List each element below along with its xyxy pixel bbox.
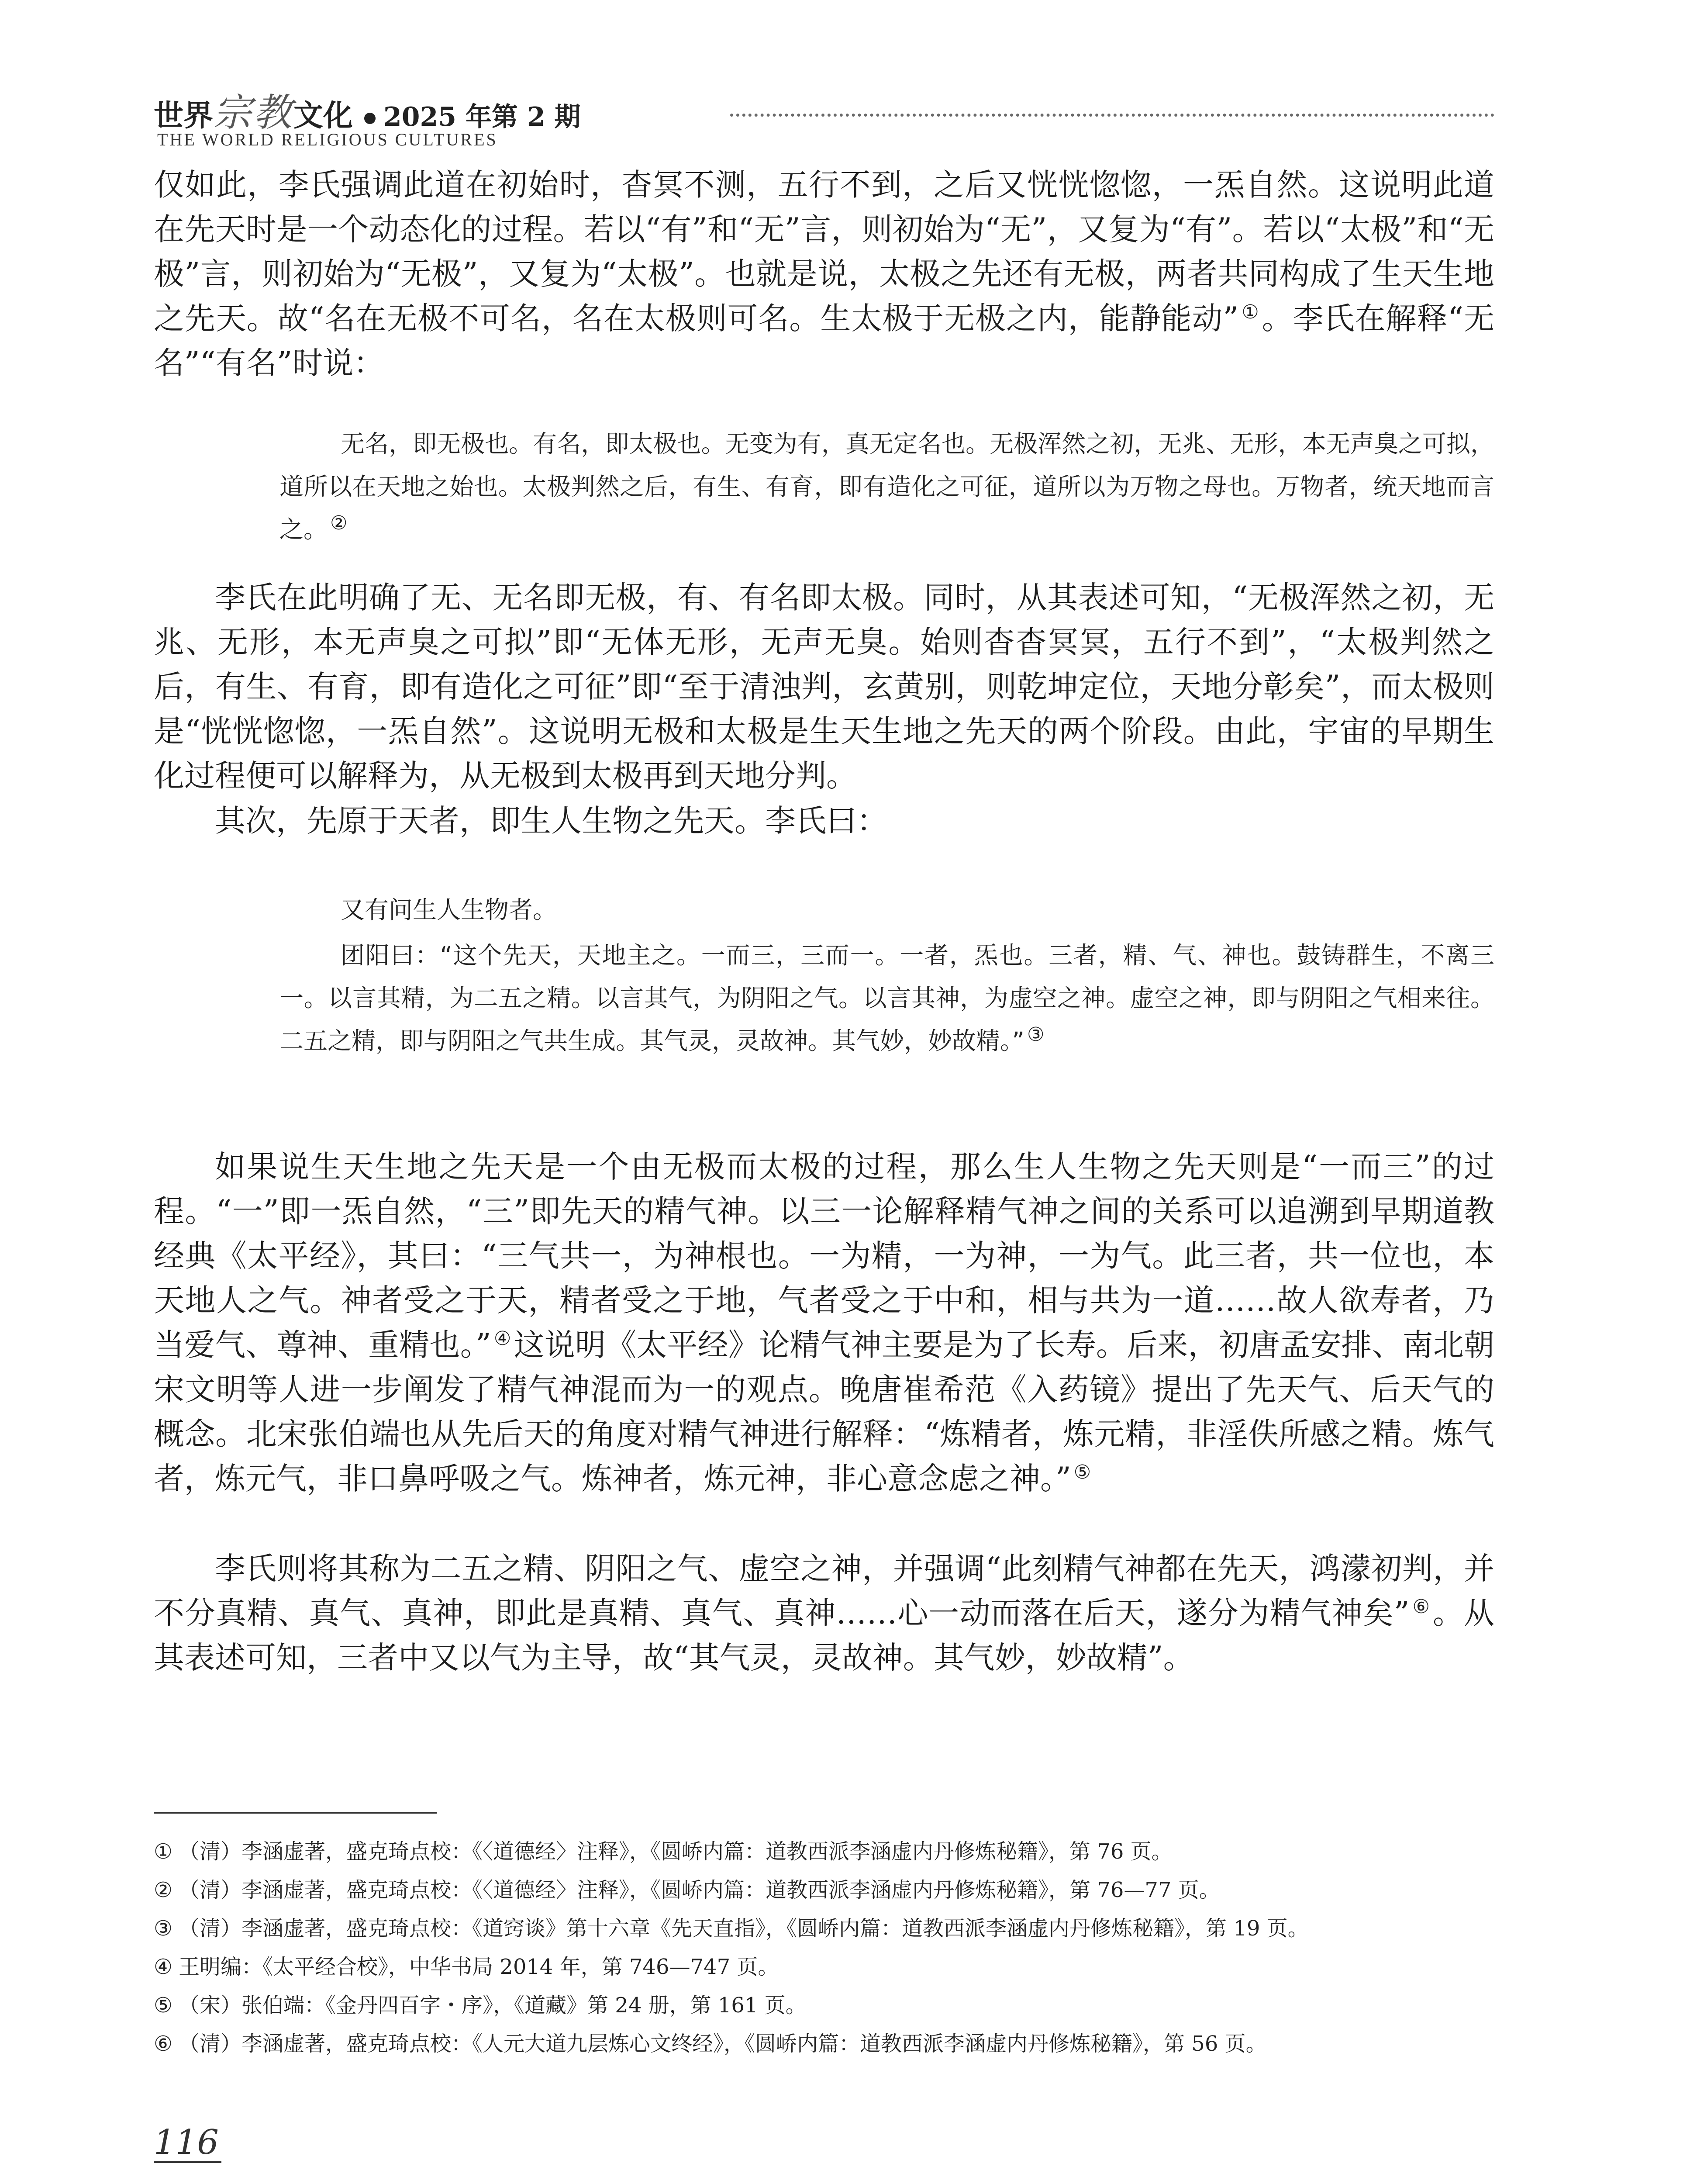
block-quote-2a-text: 又有问生人生物者。	[341, 896, 557, 924]
running-header	[154, 73, 1494, 161]
paragraph-5-text-a: 李氏则将其称为二五之精、阴阳之气、虚空之神，并强调“此刻精气神都在先天，鸿濛初判，并不分真精、真气、真神，即此是真精、真气、真神……心一动而落在后天，遂分为精气神矣”	[154, 1551, 1494, 1631]
block-quote-1	[279, 422, 1494, 551]
issue-label: 2025 年第 2 期	[383, 102, 581, 132]
journal-english-title: THE WORLD RELIGIOUS CULTURES	[157, 130, 498, 149]
footnote-item	[154, 1909, 1494, 1948]
page-number: 116	[154, 2125, 221, 2163]
footnote-item	[154, 1871, 1494, 1909]
footnote-item	[154, 2025, 1494, 2063]
footnote-ref-4[interactable]: ④	[493, 1327, 511, 1350]
paragraph-5-text-b: 。从其表述可知，三者中又以气为主导，故“其气灵，灵故神。其气妙，妙故精”。	[154, 1595, 1494, 1676]
footnote-marker: ①	[154, 1839, 173, 1864]
footnote-text: （清）李涵虚著，盛克琦点校：《道窍谈》第十六章《先天直指》，《圆峤内篇：道教西派李涵虚内丹修炼秘籍》，第 19 页。	[179, 1916, 1309, 1941]
footnote-marker: ②	[154, 1878, 173, 1902]
journal-title-part-3: 文化	[293, 98, 353, 133]
footnote-text: 王明编：《太平经合校》，中华书局 2014 年，第 746—747 页。	[179, 1955, 779, 1979]
footnote-ref-2[interactable]: ②	[330, 511, 348, 534]
paragraph-3-text: 其次，先原于天者，即生人生物之先天。李氏曰：	[215, 803, 887, 839]
block-quote-2b-text: 团阳曰：“这个先天，天地主之。一而三，三而一。一者，炁也。三者，精、气、神也。鼓铸群生，不离三一。以言其精，为二五之精。以言其气，为阴阳之气。以言其神，为虚空之神。虚空之神，即与阴阳之气相来往。二五之精，即与阴阳之气共生成。其气灵，灵故神。其气妙，妙故精。”	[279, 941, 1494, 1055]
footnote-text: （宋）张伯端：《金丹四百字・序》，《道藏》第 24 册，第 161 页。	[179, 1993, 807, 2018]
paragraph-1-tail: 。李氏在解释“无名”“有名”时说：	[154, 301, 1494, 381]
footnote-list	[154, 1832, 1494, 2063]
footnote-ref-5[interactable]: ⑤	[1073, 1461, 1091, 1483]
block-quote-2b	[279, 934, 1494, 1062]
block-quote-2a	[279, 888, 1494, 931]
journal-title-part-1: 世界	[154, 98, 214, 133]
footnote-text: （清）李涵虚著，盛克琦点校：《〈道德经〉注释》，《圆峤内篇：道教西派李涵虚内丹修炼秘籍》，第 76 页。	[179, 1839, 1173, 1864]
footnote-item	[154, 1832, 1494, 1871]
bullet-dot-icon	[364, 113, 376, 124]
footnote-text: （清）李涵虚著，盛克琦点校：《人元大道九层炼心文终经》，《圆峤内篇：道教西派李涵虚内丹修炼秘籍》，第 56 页。	[179, 2032, 1267, 2056]
paragraph-4-text-a: 如果说生天生地之先天是一个由无极而太极的过程，那么生人生物之先天则是“一而三”的过程。“一”即一炁自然，“三”即先天的精气神。以三一论解释精气神之间的关系可以追溯到早期道教经典《太平经》，其曰：“三气共一，为神根也。一为精，一为神，一为气。此三者，共一位也，本天地人之气。神者受之于天，精者受之于地，气者受之于中和，相与共为一道……故人欲寿者，乃当爱气、尊神、重精也。”	[154, 1149, 1494, 1363]
footnote-ref-6[interactable]: ⑥	[1412, 1595, 1430, 1618]
header-dotted-leader	[730, 114, 1494, 117]
footnote-item	[154, 1948, 1494, 1986]
footnote-marker: ③	[154, 1916, 173, 1941]
paragraph-1	[154, 162, 1494, 385]
footnote-item	[154, 1986, 1494, 2025]
footnote-ref-3[interactable]: ③	[1027, 1023, 1045, 1046]
footnote-separator	[154, 1812, 437, 1814]
footnote-marker: ⑥	[154, 2032, 173, 2056]
footnote-text: （清）李涵虚著，盛克琦点校：《〈道德经〉注释》，《圆峤内篇：道教西派李涵虚内丹修炼秘籍》，第 76—77 页。	[179, 1878, 1220, 1902]
footnote-marker: ⑤	[154, 1993, 173, 2018]
block-quote-1-text: 无名，即无极也。有名，即太极也。无变为有，真无定名也。无极浑然之初，无兆、无形，本无声臭之可拟，道所以在天地之始也。太极判然之后，有生、有育，即有造化之可征，道所以为万物之母也。万物者，统天地而言之。	[279, 430, 1494, 543]
paragraph-2	[154, 575, 1494, 798]
footnote-ref-1[interactable]: ①	[1241, 301, 1259, 323]
paragraph-2-text: 李氏在此明确了无、无名即无极，有、有名即太极。同时，从其表述可知，“无极浑然之初，无兆、无形，本无声臭之可拟”即“无体无形，无声无臭。始则杳杳冥冥，五行不到”，“太极判然之后，有生、有育，即有造化之可征”即“至于清浊判，玄黄别，则乾坤定位，天地分彰矣”，而太极则是“恍恍惚惚，一炁自然”。这说明无极和太极是生天生地之先天的两个阶段。由此，宇宙的早期生化过程便可以解释为，从无极到太极再到天地分判。	[154, 580, 1494, 794]
paragraph-1-text: 仅如此，李氏强调此道在初始时，杳冥不测，五行不到，之后又恍恍惚惚，一炁自然。这说明此道在先天时是一个动态化的过程。若以“有”和“无”言，则初始为“无”，又复为“有”。若以“太极”和“无极”言，则初始为“无极”，又复为“太极”。也就是说，太极之先还有无极，两者共同构成了生天生地之先天。故“名在无极不可名，名在太极则可名。生太极于无极之内，能静能动”	[154, 167, 1494, 336]
footnote-marker: ④	[154, 1955, 173, 1979]
paragraph-3	[154, 798, 1494, 843]
journal-title-part-2: 宗教	[213, 90, 294, 135]
paragraph-5	[154, 1546, 1494, 1680]
paragraph-4	[154, 1144, 1494, 1501]
paragraph-4-text-b: 这说明《太平经》论精气神主要是为了长寿。后来，初唐孟安排、南北朝宋文明等人进一步阐发了精气神混而为一的观点。晚唐崔希范《入药镜》提出了先天气、后天气的概念。北宋张伯端也从先后天的角度对精气神进行解释：“炼精者，炼元精，非淫佚所感之精。炼气者，炼元气，非口鼻呼吸之气。炼神者，炼元神，非心意念虑之神。”	[154, 1327, 1495, 1496]
